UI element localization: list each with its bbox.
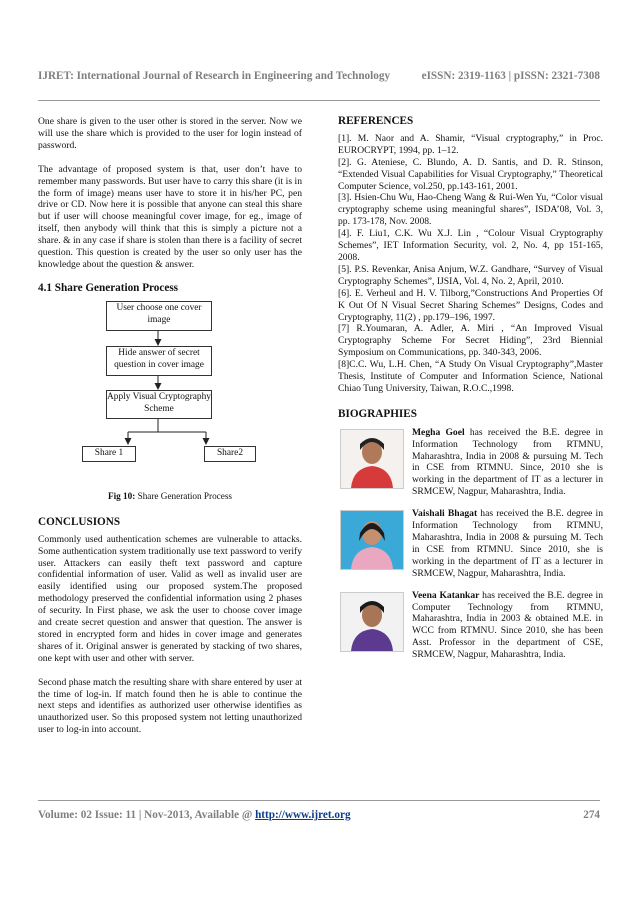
author-name: Megha Goel: [412, 426, 465, 438]
footer-rule: [38, 800, 600, 801]
flow-box-apply-vc: Apply Visual Cryptography Scheme: [106, 390, 212, 419]
biography-vaishali-bhagat: [338, 508, 603, 579]
reference-item: [2]. G. Ateniese, C. Blundo, A. D. Santis, and D. R. Stinson, “Extended Visual Capabilities for Visual Cryptography,” Theoretical Computer Science, vol.250, pp.143-161, 2001.: [338, 156, 603, 192]
flow-box-choose-cover: User choose one cover image: [106, 301, 212, 331]
running-header: [38, 70, 600, 88]
reference-item: [7] R.Youmaran, A. Adler, A. Miri , “An Improved Visual Cryptography Scheme For Secret Hiding”, 23rd Biennial Symposium on Communications, pp. 340-343, 2006.: [338, 323, 603, 359]
left-column: [38, 116, 302, 748]
paragraph: Commonly used authentication schemes are vulnerable to attacks. Some authentication system traditionally use text password to verify user. Attackers can easily theft text password and capture confidential information of user. Valid as well as invalid user are easily identified using our proposed system.The proposed methodology preserved the confidential information using 2 phases of security. In First phase, we ask the user to choose cover image and create secret question and answer that question. The answer is stored in encrypted form and hides in cover image and generates shares of it. Original answer is generated by stacking of two shares, one kept with user and other with server.: [38, 533, 302, 664]
share-generation-flowchart: [38, 301, 302, 501]
flow-box-share1: Share 1: [82, 446, 136, 462]
journal-link[interactable]: http://www.ijret.org: [255, 809, 351, 821]
reference-item: [3]. Hsien-Chu Wu, Hao-Cheng Wang & Rui-Wen Yu, “Color visual cryptography scheme using meaningful shares”, ISDA’08, Vol. 3, pp. 173-178, Nov. 2008.: [338, 192, 603, 228]
flow-box-hide-answer: Hide answer of secret question in cover image: [106, 346, 212, 376]
header-rule: [38, 100, 600, 101]
biography-veena-katankar: [338, 590, 603, 661]
paragraph: The advantage of proposed system is that, user don’t have to remember many passwords. But user have to carry this share (it is in the form of image) means user have to store it in his/her PC, pen drive or CD. Now here it is possible that anyone can steal this share but if user will choose meaningful cover image, for eg., image of itself, then anybody will think that this is simply a picture not a share. & in any case if share is stolen than there is a facility of secret question. This question is created by the user so only user has the knowledge about the question & answer.: [38, 163, 302, 270]
running-footer: [38, 809, 600, 825]
reference-item: [8]C.C. Wu, L.H. Chen, “A Study On Visual Cryptography”,Master Thesis, Institute of Computer and Information Science, National Chiao Tung University, Taiwan, R.O.C.,1998.: [338, 359, 603, 394]
paragraph: Second phase match the resulting share with share entered by user at the time of log-in. If match found then he is able to continue the next steps and identifies as authorized user otherwise identifies as unauthorized user. So this proposed system not letting unauthorized user to log-in into account.: [38, 676, 302, 736]
figure-caption-label: Fig 10:: [107, 490, 136, 501]
author-name: Vaishali Bhagat: [412, 508, 478, 520]
author-photo: [340, 510, 404, 570]
figure-caption-text: Share Generation Process: [135, 490, 232, 501]
paragraph: One share is given to the user other is stored in the server. Now we will use the share which is provided to the user for login instead of password.: [38, 116, 302, 151]
conclusions-heading: CONCLUSIONS: [38, 515, 121, 528]
biographies-heading: BIOGRAPHIES: [338, 407, 417, 420]
reference-item: [1]. M. Naor and A. Shamir, “Visual cryptography,” in Proc. EUROCRYPT, 1994, pp. 1–12.: [338, 132, 603, 156]
author-photo: [340, 592, 404, 652]
biography-text: Vaishali Bhagat has received the B.E. degree in Information Technology from RTMNU, Maharashtra, India in 2008 & pursuing M. Tech in CSE from RTMNU. Since 2010, she is working in the department of IT as a lecturer in SRMCEW, Nagpur, Maharashtra, India.: [412, 508, 603, 579]
author-name: Veena Katankar: [412, 589, 480, 601]
issn: eISSN: 2319-1163 | pISSN: 2321-7308: [421, 70, 600, 82]
portrait-icon: [341, 430, 403, 488]
portrait-icon: [341, 511, 403, 569]
biography-megha-goel: [338, 427, 603, 498]
journal-name: IJRET: International Journal of Research in Engineering and Technology: [38, 70, 391, 82]
reference-list: [338, 133, 603, 395]
section-heading: 4.1 Share Generation Process: [38, 281, 179, 294]
author-photo: [340, 429, 404, 489]
reference-item: [5]. P.S. Revenkar, Anisa Anjum, W.Z. Gandhare, “Survey of Visual Cryptography Schemes”, IJSIA, Vol. 4, No. 2, April, 2010.: [338, 263, 603, 287]
biography-text: Megha Goel has received the B.E. degree in Information Technology from RTMNU, Maharashtra, India in 2008 & pursuing M. Tech in CSE from RTMNU. Since, 2010 she is working in the department of IT as a lecturer in SRMCEW, Nagpur, Maharashtra, India.: [412, 426, 603, 498]
right-column: [338, 116, 603, 671]
figure-caption: [38, 491, 302, 503]
reference-item: [4]. F. Liu1, C.K. Wu X.J. Lin , “Colour Visual Cryptography Schemes”, IET Information Security, vol. 2, No. 4, pp 151-165, 2008.: [338, 228, 603, 263]
portrait-icon: [341, 593, 403, 651]
reference-item: [6]. E. Verheul and H. V. Tilborg,”Constructions And Properties Of K Out Of N Visual Secret Sharing Schemes” Designs, Codes and Cryptography, 11(2) , pp.179–196, 1997.: [338, 287, 603, 323]
biography-text: Veena Katankar has received the B.E. degree in Computer Technology from RTMNU, Maharashtra, India in 2003 & obtained M.E. in WCC from RTMNU. Since 2010, she has been Asst. Professor in the department of CSE, SRMCEW, Nagpur, Maharashtra, India.: [412, 589, 603, 661]
flow-box-share2: Share2: [204, 446, 256, 462]
page-number: 274: [583, 809, 600, 821]
footer-volume-info: Volume: 02 Issue: 11 | Nov-2013, Available @ http://www.ijret.org: [38, 809, 351, 821]
references-heading: REFERENCES: [338, 115, 414, 127]
